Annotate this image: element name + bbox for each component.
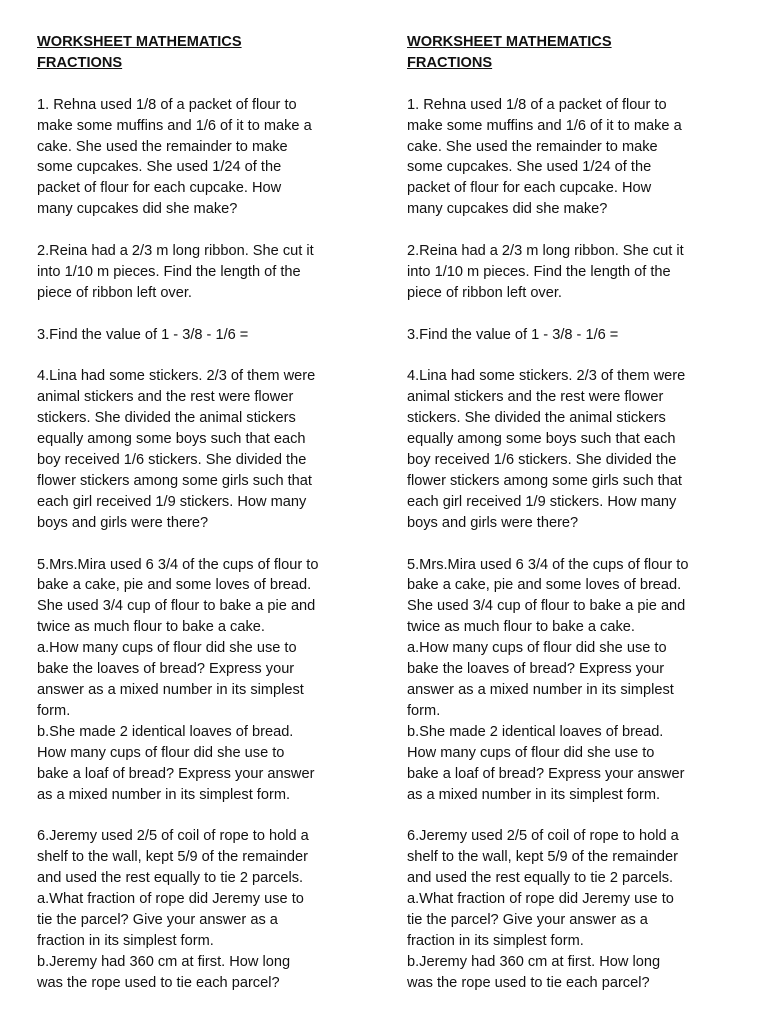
question-text-line: 4.Lina had some stickers. 2/3 of them were (37, 368, 316, 385)
question-5-right (407, 555, 737, 806)
question-text-line: bake a loaf of bread? Express your answer (407, 765, 685, 782)
question-text-line: answer as a mixed number in its simplest (407, 682, 674, 699)
question-text-line: form. (37, 702, 71, 719)
question-text-line: stickers. She divided the animal stickers (37, 410, 296, 427)
question-text-line: each girl received 1/9 stickers. How many (37, 493, 307, 510)
question-text-line: was the rope used to tie each parcel? (407, 974, 650, 991)
question-text-line: boys and girls were there? (37, 514, 209, 531)
question-text-line: bake the loaves of bread? Express your (407, 661, 665, 678)
question-text-line: was the rope used to tie each parcel? (37, 974, 280, 991)
question-5-left (37, 555, 367, 806)
question-1-left (37, 95, 367, 220)
question-text-line: equally among some boys such that each (407, 431, 676, 448)
worksheet-title-line: FRACTIONS (407, 54, 493, 71)
question-text-line: boy received 1/6 stickers. She divided the (407, 452, 677, 469)
question-text-line: animal stickers and the rest were flower (37, 389, 294, 406)
question-4-right (407, 366, 737, 533)
question-text-line: b.Jeremy had 360 cm at first. How long (407, 953, 661, 970)
question-text-line: piece of ribbon left over. (37, 284, 192, 301)
question-text-line: as a mixed number in its simplest form. (407, 786, 661, 803)
question-text-line: 1. Rehna used 1/8 of a packet of flour to (37, 96, 297, 113)
question-text-line: twice as much flour to bake a cake. (37, 619, 265, 636)
question-text-line: 4.Lina had some stickers. 2/3 of them were (407, 368, 686, 385)
question-text-line: some cupcakes. She used 1/24 of the (407, 159, 652, 176)
question-text-line: 3.Find the value of 1 - 3/8 - 1/6 = (37, 326, 249, 343)
question-text-line: tie the parcel? Give your answer as a (407, 911, 648, 928)
question-text-line: equally among some boys such that each (37, 431, 306, 448)
question-text-line: bake the loaves of bread? Express your (37, 661, 295, 678)
worksheet-column-right (407, 32, 737, 994)
question-6-right (407, 826, 737, 993)
question-text-line: a.What fraction of rope did Jeremy use to (407, 891, 674, 908)
question-text-line: shelf to the wall, kept 5/9 of the remainder (407, 849, 678, 866)
question-text-line: stickers. She divided the animal stickers (407, 410, 666, 427)
question-text-line: cake. She used the remainder to make (407, 138, 658, 155)
question-text-line: a.How many cups of flour did she use to (37, 640, 297, 657)
worksheet-title-line: FRACTIONS (37, 54, 123, 71)
question-text-line: b.She made 2 identical loaves of bread. (407, 723, 664, 740)
question-2-right (407, 241, 737, 304)
question-6-left (37, 826, 367, 993)
question-text-line: She used 3/4 cup of flour to bake a pie and (37, 598, 316, 615)
worksheet-column-left (37, 32, 367, 994)
question-text-line: b.Jeremy had 360 cm at first. How long (37, 953, 291, 970)
question-text-line: many cupcakes did she make? (407, 201, 608, 218)
question-text-line: fraction in its simplest form. (37, 932, 214, 949)
question-text-line: a.What fraction of rope did Jeremy use to (37, 891, 304, 908)
question-text-line: 6.Jeremy used 2/5 of coil of rope to hold a (37, 828, 309, 845)
question-text-line: many cupcakes did she make? (37, 201, 238, 218)
question-text-line: 2.Reina had a 2/3 m long ribbon. She cut it (407, 243, 684, 260)
question-text-line: 1. Rehna used 1/8 of a packet of flour to (407, 96, 667, 113)
question-text-line: some cupcakes. She used 1/24 of the (37, 159, 282, 176)
question-text-line: 5.Mrs.Mira used 6 3/4 of the cups of flour to (407, 556, 689, 573)
question-text-line: b.She made 2 identical loaves of bread. (37, 723, 294, 740)
question-1-right (407, 95, 737, 220)
question-3-left (37, 325, 367, 346)
question-text-line: make some muffins and 1/6 of it to make a (407, 117, 682, 134)
question-text-line: flower stickers among some girls such that (37, 472, 312, 489)
question-text-line: shelf to the wall, kept 5/9 of the remainder (37, 849, 308, 866)
question-text-line: a.How many cups of flour did she use to (407, 640, 667, 657)
question-4-left (37, 366, 367, 533)
question-text-line: bake a cake, pie and some loves of bread. (407, 577, 682, 594)
question-text-line: packet of flour for each cupcake. How (407, 180, 652, 197)
question-text-line: into 1/10 m pieces. Find the length of the (37, 263, 301, 280)
question-text-line: bake a cake, pie and some loves of bread. (37, 577, 312, 594)
question-text-line: piece of ribbon left over. (407, 284, 562, 301)
question-text-line: packet of flour for each cupcake. How (37, 180, 282, 197)
question-3-right (407, 325, 737, 346)
worksheet-title (37, 32, 367, 74)
question-text-line: flower stickers among some girls such that (407, 472, 682, 489)
question-text-line: cake. She used the remainder to make (37, 138, 288, 155)
question-text-line: tie the parcel? Give your answer as a (37, 911, 278, 928)
question-text-line: twice as much flour to bake a cake. (407, 619, 635, 636)
question-text-line: and used the rest equally to tie 2 parcels. (37, 870, 304, 887)
question-text-line: boy received 1/6 stickers. She divided the (37, 452, 307, 469)
question-text-line: 5.Mrs.Mira used 6 3/4 of the cups of flour to (37, 556, 319, 573)
question-text-line: boys and girls were there? (407, 514, 579, 531)
question-text-line: make some muffins and 1/6 of it to make a (37, 117, 312, 134)
question-text-line: bake a loaf of bread? Express your answer (37, 765, 315, 782)
question-text-line: fraction in its simplest form. (407, 932, 584, 949)
question-text-line: as a mixed number in its simplest form. (37, 786, 291, 803)
question-text-line: 2.Reina had a 2/3 m long ribbon. She cut it (37, 243, 314, 260)
question-text-line: How many cups of flour did she use to (37, 744, 285, 761)
question-text-line: form. (407, 702, 441, 719)
question-text-line: and used the rest equally to tie 2 parcels. (407, 870, 674, 887)
question-text-line: animal stickers and the rest were flower (407, 389, 664, 406)
question-text-line: 3.Find the value of 1 - 3/8 - 1/6 = (407, 326, 619, 343)
worksheet-title-line: WORKSHEET MATHEMATICS (407, 34, 612, 50)
question-text-line: into 1/10 m pieces. Find the length of the (407, 263, 671, 280)
question-text-line: She used 3/4 cup of flour to bake a pie and (407, 598, 686, 615)
question-text-line: 6.Jeremy used 2/5 of coil of rope to hold a (407, 828, 679, 845)
question-text-line: answer as a mixed number in its simplest (37, 682, 304, 699)
worksheet-title-line: WORKSHEET MATHEMATICS (37, 34, 242, 50)
question-text-line: each girl received 1/9 stickers. How many (407, 493, 677, 510)
worksheet-title (407, 32, 737, 74)
question-2-left (37, 241, 367, 304)
question-text-line: How many cups of flour did she use to (407, 744, 655, 761)
